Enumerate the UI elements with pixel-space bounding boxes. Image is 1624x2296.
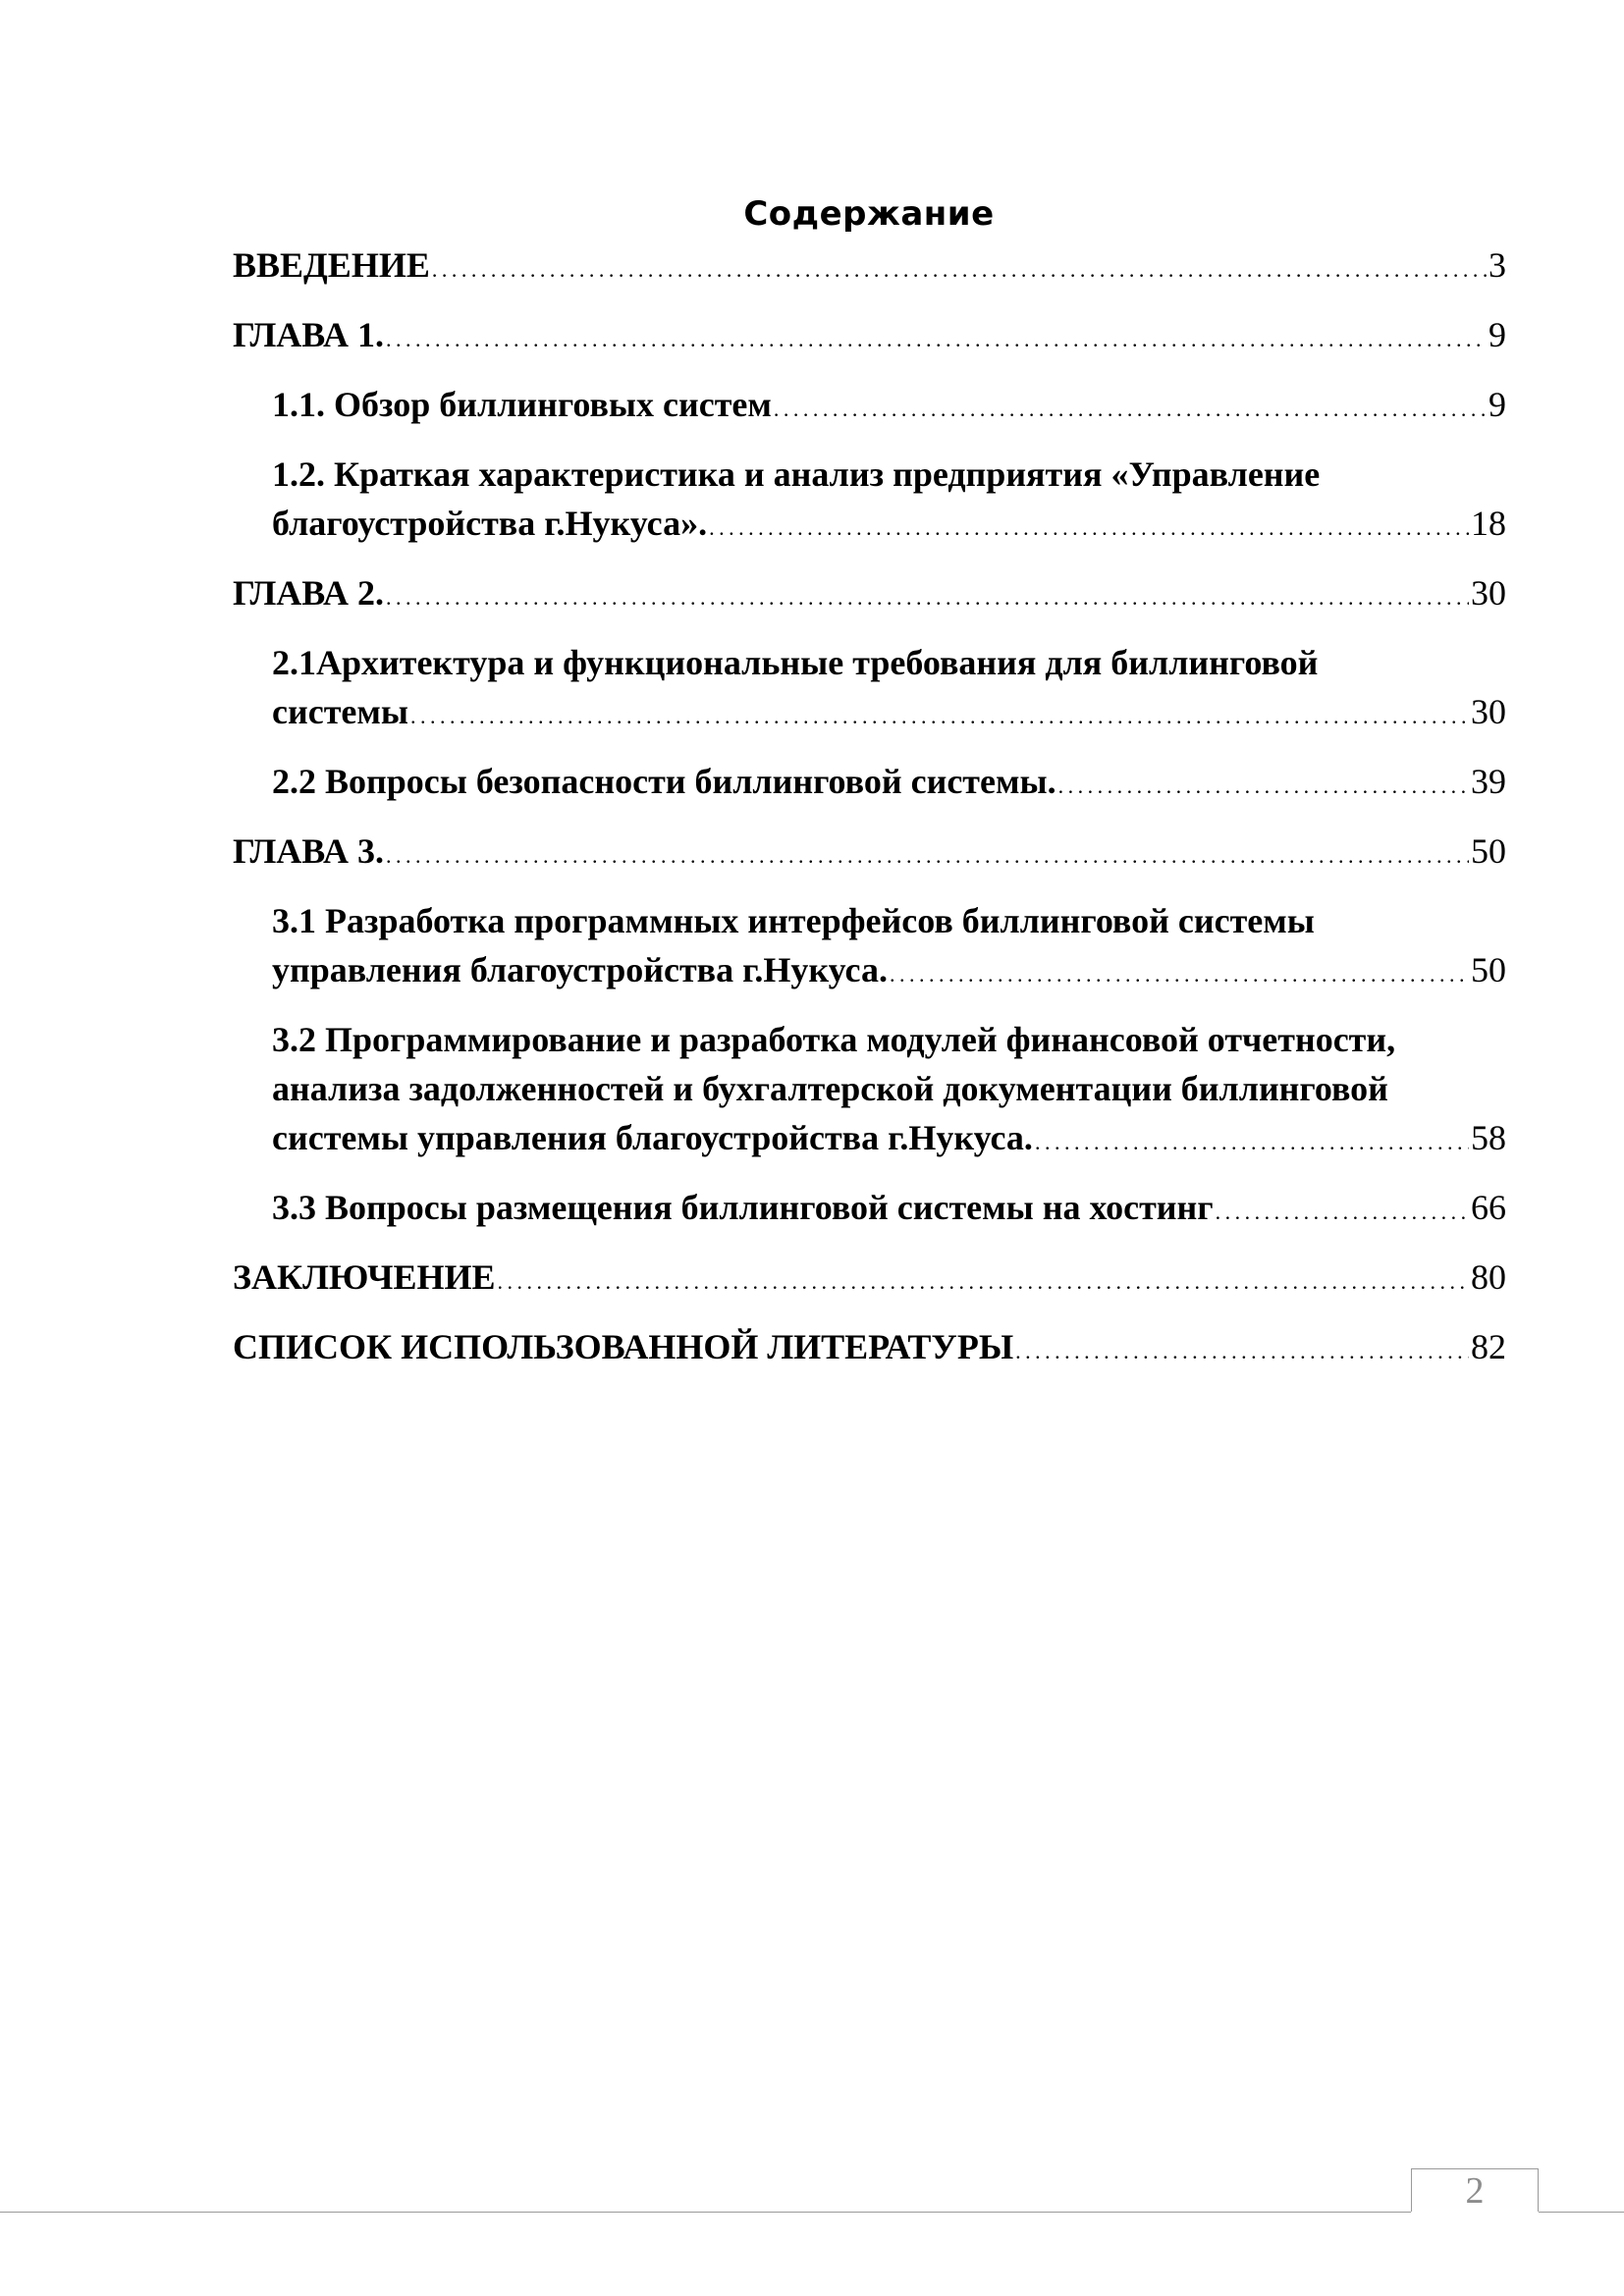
- toc-leader-dots: [386, 827, 1469, 881]
- toc-entry-row: [233, 568, 1506, 622]
- toc-entry-row: [272, 945, 1506, 999]
- toc-leader-dots: [774, 380, 1487, 434]
- toc-page-number: 39: [1471, 762, 1506, 801]
- toc-entry-row: [272, 687, 1506, 741]
- toc-entry-text-line: ГЛАВА 2.: [233, 573, 385, 613]
- toc-entry-text-line: 2.2 Вопросы безопасности биллинговой системы.: [272, 762, 1056, 801]
- toc-entry-text-line: ВВЕДЕНИЕ: [233, 245, 430, 285]
- toc-entry-text-line: 1.1. Обзор биллинговых систем: [272, 385, 772, 424]
- toc-entry-text-line: ГЛАВА 1.: [233, 315, 385, 354]
- toc-entry-row: [233, 1322, 1506, 1376]
- toc-entry[interactable]: [233, 450, 1506, 553]
- toc-leader-dots: [1058, 757, 1469, 811]
- toc-entry[interactable]: [233, 757, 1506, 811]
- toc-entry-text-line: ЗАКЛЮЧЕНИЕ: [233, 1257, 496, 1297]
- toc-entry-text-line: управления благоустройства г.Нукуса.: [272, 950, 888, 989]
- toc-entry[interactable]: [233, 896, 1506, 999]
- toc-page-number: 3: [1489, 245, 1506, 285]
- toc-entry-text-line: 1.2. Краткая характеристика и анализ предприятия «Управление: [272, 454, 1321, 494]
- toc-entry-row: [272, 380, 1506, 434]
- toc-entry-row: [272, 757, 1506, 811]
- toc-page-number: 9: [1489, 385, 1506, 424]
- toc-entry-row: [233, 1253, 1506, 1307]
- toc-entry[interactable]: [233, 1322, 1506, 1376]
- toc-entry-text-line: 3.2 Программирование и разработка модулей финансовой отчетности,: [272, 1020, 1396, 1059]
- footer-rule-left: [0, 2212, 1411, 2213]
- toc-leader-dots: [498, 1253, 1469, 1307]
- toc-entry[interactable]: [233, 240, 1506, 294]
- toc-entry-text-line: СПИСОК ИСПОЛЬЗОВАННОЙ ЛИТЕРАТУРЫ: [233, 1327, 1014, 1366]
- toc-entry[interactable]: [233, 1015, 1506, 1167]
- toc-entry-row: [233, 827, 1506, 881]
- toc-leader-dots: [709, 499, 1469, 553]
- toc-entry-row: [233, 240, 1506, 294]
- footer-rule-right: [1539, 2212, 1624, 2213]
- toc-leader-dots: [890, 945, 1469, 999]
- toc-page-number: 82: [1471, 1327, 1506, 1366]
- toc-entry[interactable]: [233, 638, 1506, 741]
- toc-page-number: 66: [1471, 1188, 1506, 1227]
- toc-leader-dots: [1216, 1183, 1469, 1237]
- toc-page-number: 18: [1471, 504, 1506, 543]
- table-of-contents: [233, 240, 1506, 1392]
- toc-entry-text-line: 2.1Архитектура и функциональные требования для биллинговой: [272, 643, 1319, 682]
- toc-entry-text-line: 3.3 Вопросы размещения биллинговой системы на хостинг: [272, 1188, 1214, 1227]
- toc-entry-text-line: благоустройства г.Нукуса».: [272, 504, 708, 543]
- toc-page-number: 58: [1471, 1118, 1506, 1157]
- toc-entry-row: [272, 1113, 1506, 1167]
- toc-leader-dots: [386, 310, 1487, 364]
- toc-page-number: 50: [1471, 950, 1506, 989]
- toc-entry[interactable]: [233, 827, 1506, 881]
- toc-entry-text-line: ГЛАВА 3.: [233, 831, 385, 871]
- toc-page-number: 30: [1471, 692, 1506, 731]
- toc-entry-text-line: 3.1 Разработка программных интерфейсов биллинговой системы: [272, 901, 1315, 940]
- toc-page-number: 9: [1489, 315, 1506, 354]
- toc-entry-row: [272, 499, 1506, 553]
- toc-entry[interactable]: [233, 380, 1506, 434]
- page-number: 2: [1465, 2170, 1485, 2212]
- toc-entry-text-line: системы: [272, 692, 408, 731]
- toc-entry[interactable]: [233, 310, 1506, 364]
- toc-entry[interactable]: [233, 1183, 1506, 1237]
- toc-entry[interactable]: [233, 568, 1506, 622]
- toc-page-number: 50: [1471, 831, 1506, 871]
- toc-entry-text-line: системы управления благоустройства г.Нукуса.: [272, 1118, 1033, 1157]
- toc-leader-dots: [386, 568, 1469, 622]
- toc-page-number: 30: [1471, 573, 1506, 613]
- toc-leader-dots: [432, 240, 1487, 294]
- toc-title: Содержание: [743, 194, 995, 234]
- toc-entry[interactable]: [233, 1253, 1506, 1307]
- toc-entry-text-line: анализа задолженностей и бухгалтерской документации биллинговой: [272, 1069, 1388, 1108]
- toc-leader-dots: [1015, 1322, 1469, 1376]
- toc-entry-row: [272, 1183, 1506, 1237]
- toc-leader-dots: [1035, 1113, 1469, 1167]
- toc-page-number: 80: [1471, 1257, 1506, 1297]
- toc-leader-dots: [410, 687, 1469, 741]
- toc-entry-row: [233, 310, 1506, 364]
